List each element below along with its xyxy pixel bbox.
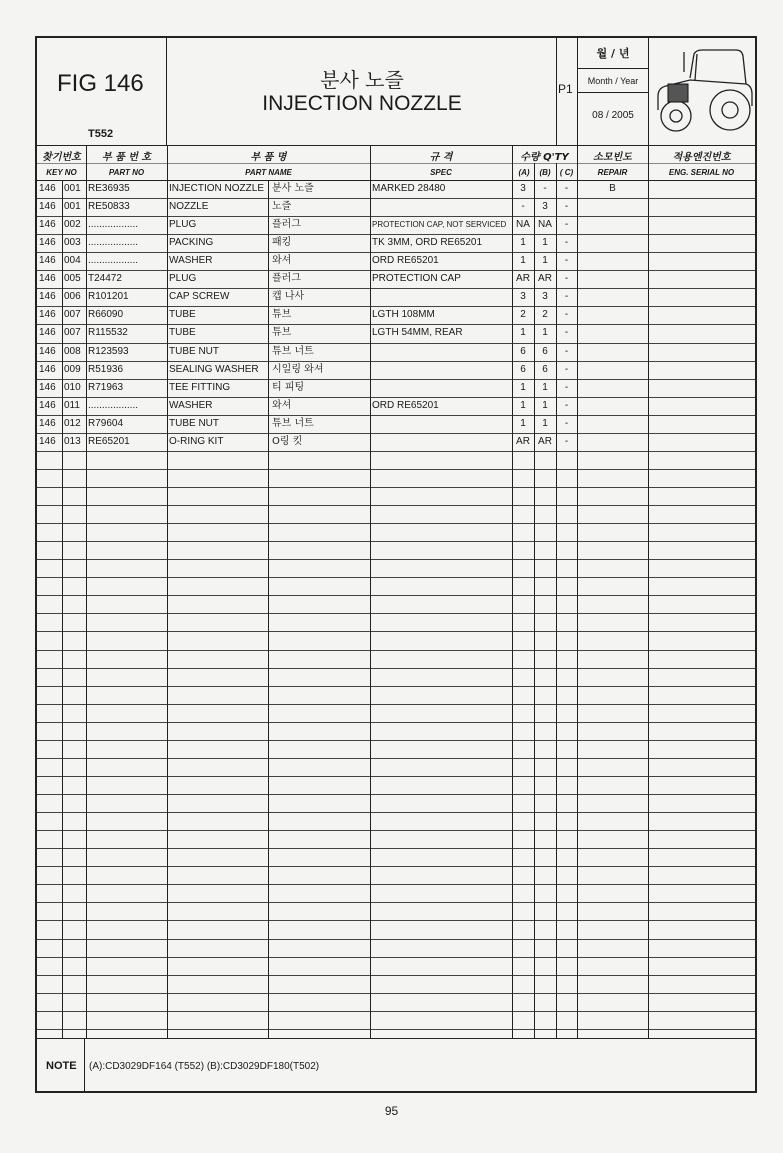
cell-spec: PROTECTION CAP, NOT SERVICED [372, 220, 507, 229]
part-no-header: PART NO [108, 168, 145, 177]
cell-key: 001 [64, 201, 81, 212]
month-year-label-korean: 월 / 년 [596, 47, 630, 60]
cell-name-en: TUBE [169, 309, 196, 320]
cell-name-en: WASHER [169, 400, 213, 411]
cell-name-en: NOZZLE [169, 201, 209, 212]
cell-fig: 146 [39, 418, 56, 429]
cell-b: 1 [542, 255, 548, 266]
table-column-line [167, 145, 168, 1038]
cell-fig: 146 [39, 183, 56, 194]
cell-a: 1 [520, 327, 526, 338]
cell-name-en: PACKING [169, 237, 214, 248]
spec-header: SPEC [430, 168, 452, 177]
cell-key: 004 [64, 255, 81, 266]
cell-a: - [521, 201, 525, 212]
cell-name-en: O-RING KIT [169, 436, 224, 447]
cell-name-ko: 와셔 [272, 255, 292, 266]
cell-c: - [564, 382, 569, 393]
cell-fig: 146 [39, 291, 56, 302]
cell-fig: 146 [39, 400, 56, 411]
header-divider [577, 92, 648, 93]
header-divider [166, 37, 167, 145]
header-divider [577, 68, 648, 69]
cell-part-no: T24472 [88, 273, 122, 284]
cell-b: 6 [542, 346, 548, 357]
cell-c: - [564, 291, 569, 302]
cell-c: - [564, 327, 569, 338]
cell-name-en: TUBE NUT [169, 418, 219, 429]
qty-a-header: (A) [518, 168, 530, 177]
repair-header: REPAIR [597, 168, 628, 177]
cell-b: AR [538, 436, 552, 447]
cell-part-no: R79604 [88, 418, 124, 429]
tractor-illustration [650, 40, 755, 143]
page-title-korean: 분사 노즐 [320, 68, 404, 92]
note-divider [37, 1038, 755, 1039]
cell-spec: LGTH 54MM, REAR [372, 327, 463, 338]
cell-name-ko: 티 피팅 [272, 382, 305, 393]
page-title: INJECTION NOZZLE [262, 92, 462, 115]
cell-b: AR [538, 273, 552, 284]
cell-name-ko: 튜브 너트 [272, 418, 314, 429]
spec-header-korean: 규 격 [429, 152, 453, 163]
cell-key: 001 [64, 183, 81, 194]
cell-part-no: .................. [88, 255, 139, 266]
cell-part-no: R115532 [88, 327, 128, 338]
cell-c: - [564, 400, 569, 411]
cell-name-ko: 플러그 [272, 273, 301, 284]
qty-c-header: ( C) [559, 168, 574, 177]
cell-name-ko: 패킹 [272, 237, 292, 248]
cell-key: 003 [64, 237, 81, 248]
cell-key: 007 [64, 327, 81, 338]
cell-key: 005 [64, 273, 81, 284]
cell-spec: PROTECTION CAP [372, 273, 461, 284]
repair-header-korean: 소모빈도 [593, 152, 632, 163]
cell-a: 1 [520, 418, 526, 429]
cell-fig: 146 [39, 436, 56, 447]
cell-key: 007 [64, 309, 81, 320]
cell-a: NA [516, 219, 530, 230]
table-column-line [577, 145, 578, 1038]
header-divider [648, 37, 649, 145]
cell-a: AR [516, 436, 530, 447]
note-divider [84, 1038, 85, 1092]
cell-part-no: .................. [88, 400, 139, 411]
cell-fig: 146 [39, 327, 56, 338]
cell-spec: LGTH 108MM [372, 309, 435, 320]
cell-name-en: PLUG [169, 273, 197, 284]
cell-part-no: .................. [88, 219, 139, 230]
cell-name-en: TUBE [169, 327, 196, 338]
model-code: T552 [88, 128, 114, 140]
cell-repair: B [609, 183, 616, 194]
cell-spec: ORD RE65201 [372, 400, 439, 411]
cell-name-ko: 튜브 [272, 327, 292, 338]
cell-name-ko: 분사 노즐 [272, 183, 314, 194]
cell-a: 2 [520, 309, 526, 320]
cell-c: - [564, 219, 569, 230]
cell-spec: ORD RE65201 [372, 255, 439, 266]
part-no-header-korean: 부 품 번 호 [101, 152, 152, 163]
eng-serial-header: ENG. SERIAL NO [668, 168, 735, 177]
eng-serial-header-korean: 적용엔진번호 [672, 152, 731, 163]
cell-key: 008 [64, 346, 81, 357]
cell-key: 013 [64, 436, 81, 447]
cell-spec: MARKED 28480 [372, 183, 446, 194]
revision-date: 08 / 2005 [592, 110, 634, 121]
cell-c: - [564, 309, 569, 320]
cell-a: 1 [520, 400, 526, 411]
cell-part-no: R71963 [88, 382, 124, 393]
cell-a: 3 [520, 183, 526, 194]
cell-c: - [564, 436, 569, 447]
month-year-label: Month / Year [587, 76, 639, 86]
cell-b: NA [538, 219, 552, 230]
cell-part-no: R123593 [88, 346, 129, 357]
cell-key: 011 [64, 400, 80, 411]
cell-part-no: RE36935 [88, 183, 130, 194]
cell-key: 012 [64, 418, 81, 429]
cell-c: - [564, 255, 569, 266]
cell-part-no: RE50833 [88, 201, 130, 212]
cell-part-no: .................. [88, 237, 139, 248]
cell-b: 2 [542, 309, 548, 320]
cell-name-ko: 와셔 [272, 400, 292, 411]
cell-b: 1 [542, 418, 548, 429]
page-number: 95 [384, 1104, 399, 1118]
cell-name-en: TUBE NUT [169, 346, 219, 357]
cell-key: 006 [64, 291, 81, 302]
cell-fig: 146 [39, 346, 56, 357]
cell-b: 1 [542, 237, 548, 248]
cell-name-en: CAP SCREW [169, 291, 230, 302]
cell-b: 1 [542, 400, 548, 411]
cell-name-en: SEALING WASHER [169, 364, 259, 375]
header-divider [556, 37, 557, 145]
cell-a: 1 [520, 237, 526, 248]
cell-part-no: R51936 [88, 364, 124, 375]
cell-name-ko: 플러그 [272, 219, 301, 230]
table-column-line [86, 145, 87, 1038]
cell-name-en: PLUG [169, 219, 197, 230]
cell-key: 010 [64, 382, 81, 393]
note-text: (A):CD3029DF164 (T552) (B):CD3029DF180(T502) [89, 1061, 320, 1072]
part-name-header-korean: 부 품 명 [250, 152, 287, 163]
cell-part-no: R66090 [88, 309, 124, 320]
cell-c: - [564, 183, 569, 194]
cell-fig: 146 [39, 201, 56, 212]
table-column-line [648, 145, 649, 1038]
cell-name-ko: 튜브 너트 [272, 346, 314, 357]
cell-c: - [564, 418, 569, 429]
qty-header: 수량 Q'TY [520, 152, 569, 163]
cell-c: - [564, 201, 569, 212]
cell-a: 1 [520, 255, 526, 266]
cell-b: - [543, 183, 547, 194]
cell-c: - [564, 273, 569, 284]
cell-name-ko: 시일링 와셔 [272, 364, 324, 375]
fig-label: FIG 146 [57, 70, 144, 97]
cell-b: 6 [542, 364, 548, 375]
cell-fig: 146 [39, 309, 56, 320]
qty-b-header: (B) [539, 168, 551, 177]
cell-c: - [564, 364, 569, 375]
cell-b: 3 [542, 201, 548, 212]
cell-a: 3 [520, 291, 526, 302]
cell-name-en: INJECTION NOZZLE [169, 183, 265, 194]
cell-a: AR [516, 273, 530, 284]
cell-fig: 146 [39, 237, 56, 248]
cell-spec: TK 3MM, ORD RE65201 [372, 237, 483, 248]
table-column-line [370, 145, 371, 1038]
cell-a: 1 [520, 382, 526, 393]
page-code: P1 [558, 82, 573, 96]
cell-name-ko: 캡 나사 [272, 291, 305, 302]
cell-name-ko: 노즐 [272, 201, 292, 212]
cell-key: 002 [64, 219, 81, 230]
cell-a: 6 [520, 346, 526, 357]
cell-fig: 146 [39, 382, 56, 393]
cell-name-en: TEE FITTING [169, 382, 231, 393]
cell-c: - [564, 237, 569, 248]
cell-c: - [564, 346, 569, 357]
part-name-header: PART NAME [245, 168, 292, 177]
cell-fig: 146 [39, 273, 56, 284]
cell-name-ko: O링 킷 [272, 436, 303, 447]
table-column-line [268, 180, 269, 1038]
cell-b: 1 [542, 382, 548, 393]
cell-name-ko: 튜브 [272, 309, 292, 320]
cell-b: 1 [542, 327, 548, 338]
table-column-line [62, 180, 63, 1038]
cell-key: 009 [64, 364, 81, 375]
cell-fig: 146 [39, 364, 56, 375]
key-no-header: KEY NO [46, 168, 77, 177]
cell-name-en: WASHER [169, 255, 213, 266]
key-no-header-korean: 찾기번호 [42, 152, 81, 163]
cell-part-no: RE65201 [88, 436, 130, 447]
note-label: NOTE [46, 1060, 77, 1072]
cell-b: 3 [542, 291, 548, 302]
cell-part-no: R101201 [88, 291, 129, 302]
cell-fig: 146 [39, 255, 56, 266]
cell-fig: 146 [39, 219, 56, 230]
cell-a: 6 [520, 364, 526, 375]
